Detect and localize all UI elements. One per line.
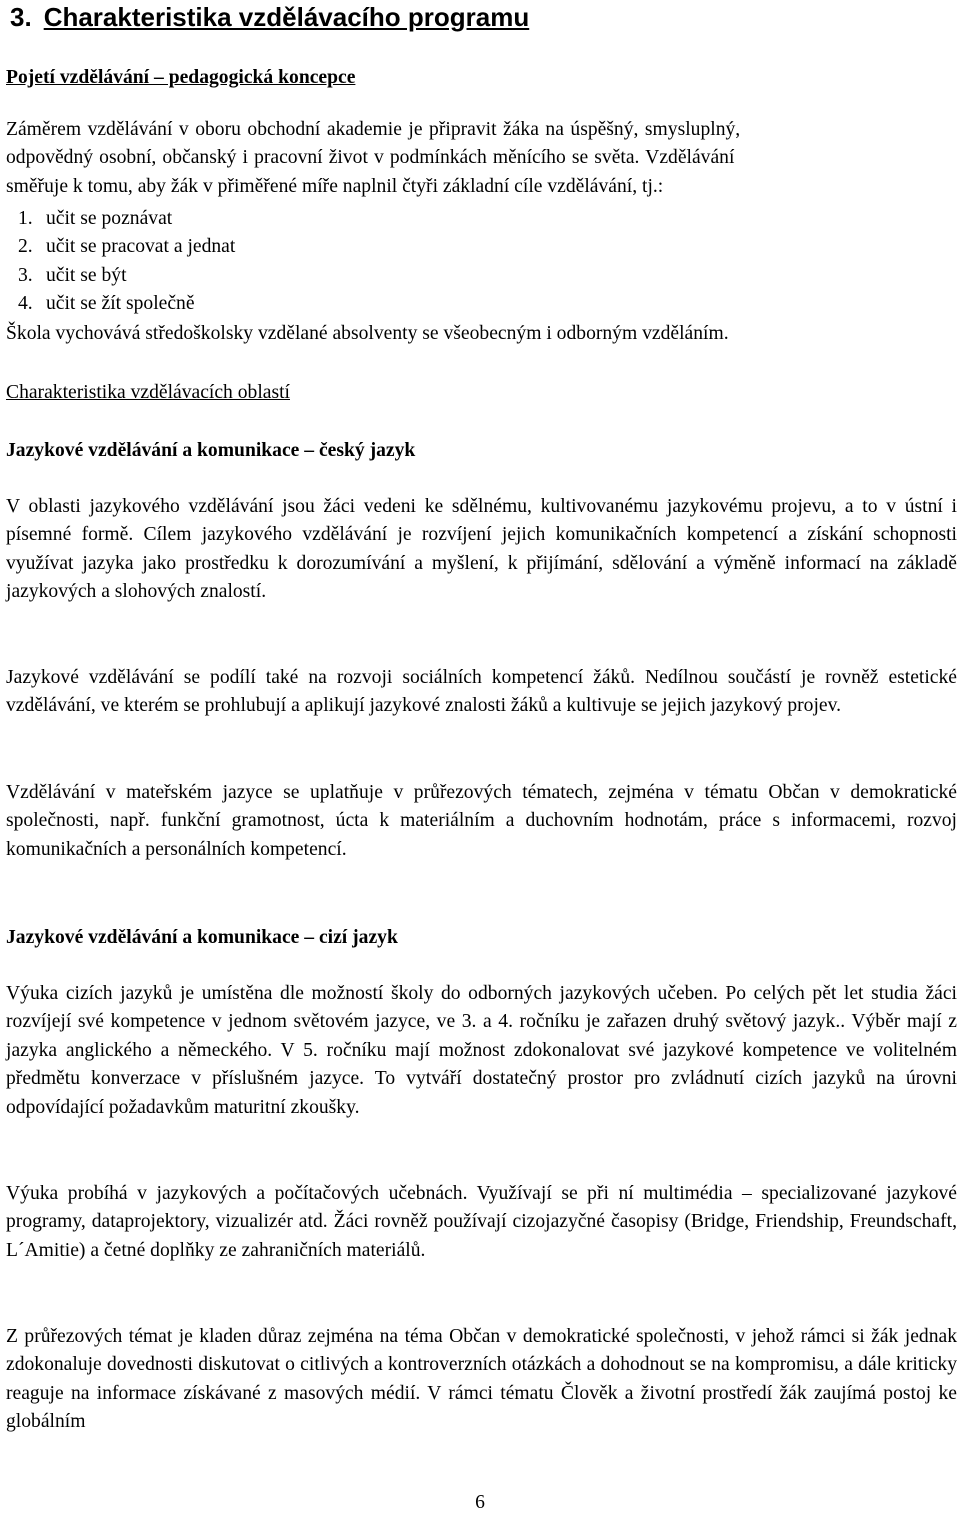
chapter-title: Charakteristika vzdělávacího programu [43, 2, 530, 32]
chapter-heading [10, 0, 529, 34]
intro-line: Záměrem vzdělávání v oboru obchodní akademie je připravit žáka na úspěšný, smysluplný, [6, 119, 741, 140]
goals-list [18, 205, 235, 319]
czech-paragraph-1: V oblasti jazykového vzdělávání jsou žáci vedeni ke sdělnému, kultivovanému jazykovému projevu, a to v ústní i písemné formě. Cílem jazykového vzdělávání je rozvíjení jejich komunikačních kompetencí a získání schopnosti využívat jazyka jako prostředku k dorozumívání a myšlení, k přijímání, sdělování a výměně informací na základě jazykových a slohových znalostí. [6, 496, 957, 603]
intro-line: odpovědný osobní, občanský i pracovní život v podmínkách měnícího se světa. Vzdělávání [6, 147, 735, 169]
intro-line: směřuje k tomu, aby žák v přiměřené míře naplnil čtyři základní cíle vzdělávání, tj.: [6, 175, 664, 197]
list-item: 2. učit se pracovat a jednat [18, 236, 236, 258]
list-item: 4. učit se žít společně [18, 293, 195, 315]
school-statement: Škola vychovává středoškolsky vzdělané absolventy se všeobecným i odborným vzděláním. [6, 323, 729, 344]
list-item: 3. učit se být [18, 264, 127, 286]
czech-paragraph-2: Jazykové vzdělávání se podílí také na rozvoji sociálních kompetencí žáků. Nedílnou součástí je rovněž estetické vzdělávání, ve kterém se prohlubují a aplikují jazykové znalosti žáků a kultivuje se jejich jazykový projev. [6, 667, 957, 717]
list-item: 1. učit se poznávat [18, 208, 173, 229]
page-number: 6 [475, 1492, 485, 1513]
foreign-paragraph-2: Výuka probíhá v jazykových a počítačových učebnách. Využívají se při ní multimédia – specializované jazykové programy, dataprojektory, vizualizér atd. Žáci rovněž používají cizojazyčné časopisy (Bridge, Friendship, Freundschaft, L´Amitie) a četné doplňky ze zahraničních materiálů. [6, 1183, 957, 1261]
foreign-paragraph-3: Z průřezových témat je kladen důraz zejména na téma Občan v demokratické společnosti, v jehož rámci si žák jednak zdokonaluje dovednosti diskutovat o citlivých a kontroverzních otázkách a dohodnout se na kompromisu, a dále kriticky reaguje na informace získávané z masových médií. V rámci tématu Člověk a životní prostředí žák zaujímá postoj ke globálním [6, 1326, 957, 1433]
subsection-title-czech: Jazykové vzdělávání a komunikace – český jazyk [6, 440, 416, 461]
foreign-paragraph-1: Výuka cizích jazyků je umístěna dle možností školy do odborných jazykových učeben. Po celých pět let studia žáci rozvíjejí své kompetence v jednom světovém jazyce, ve 3. a 4. ročníku je zařazen druhý světový jazyk.. Výběr mají z jazyka anglického a německého. V 5. ročníku mají možnost zdokonalovat své jazykové kompetence ve volitelném předmětu konverzace v příslušném jazyce. To vytváří dostatečný prostor pro zvládnutí cizích jazyků na úrovni odpovídající požadavkům maturitní zkoušky. [6, 983, 957, 1118]
chapter-number: 3. [10, 2, 32, 32]
czech-paragraph-3: Vzdělávání v mateřském jazyce se uplatňuje v průřezových tématech, zejména v tématu Občan v demokratické společnosti, např. funkční gramotnost, úcta k materiálním a duchovním hodnotám, práce s informacemi, rozvoj komunikačních a personálních kompetencí. [6, 782, 957, 860]
section-title-pedagogy: Pojetí vzdělávání – pedagogická koncepce [6, 67, 356, 88]
intro-paragraph [6, 116, 957, 201]
subsection-title-foreign: Jazykové vzdělávání a komunikace – cizí jazyk [6, 927, 398, 948]
section-title-areas: Charakteristika vzdělávacích oblastí [6, 382, 290, 403]
